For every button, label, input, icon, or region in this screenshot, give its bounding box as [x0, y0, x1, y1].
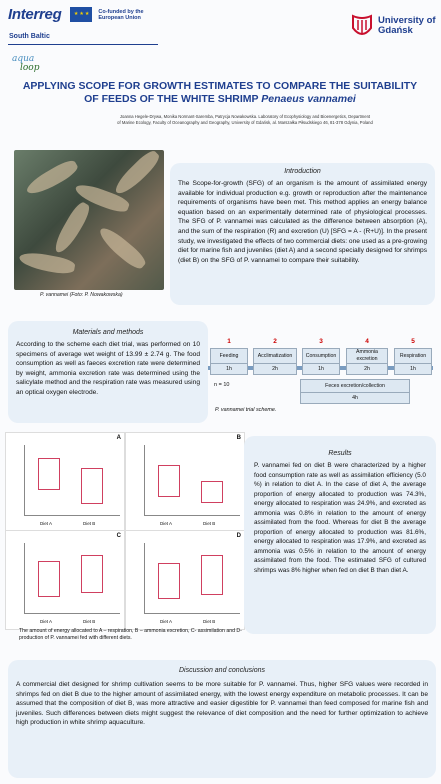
aqua-wordmark: aqua — [12, 54, 35, 64]
methods-card — [8, 321, 208, 423]
step-label: Acclimatization — [253, 348, 297, 364]
introduction-card — [170, 163, 435, 305]
panel-letter: A — [116, 435, 121, 441]
step-label: Ammonia excretion — [346, 348, 388, 364]
scheme-caption-text: P. vannamei trial scheme. — [215, 407, 277, 413]
discussion-heading: Discussion and conclusions — [179, 667, 265, 674]
step-label: Feeding — [210, 348, 248, 364]
sample-size: n = 10 — [214, 382, 230, 388]
step-hours: 1h — [302, 364, 340, 375]
x-label: Diet B — [83, 619, 96, 624]
step-number: 1 — [227, 338, 231, 345]
aqualoop-logo — [12, 55, 39, 73]
discussion-text: A commercial diet designed for shrimp cultivation seems to be more suitable for P. vannamei. Thus, higher SFG values were recorded in shrimps fed on diet B due to the higher amount of assimilated energy, with the lowest energy expenditure on metabolic processes. It can be assumed that the composition of diet B, was more attractive and easier digestible for P. vannamei than feed composed for marine fish and juveniles. Such differences between diets might suggest the relevance of diet composition and the need for further optimization to achieve high production in white shrimp aquaculture. — [16, 681, 428, 727]
interreg-logo — [8, 6, 178, 36]
scheme-caption — [215, 407, 276, 413]
author-affiliation: of Marine Ecology, Faculty of Oceanography and Geography, University of Gdańsk, al. Marszałka Piłsudskiego 46, 81-378 Gdynia, Poland — [117, 120, 373, 125]
introduction-heading: Introduction — [284, 168, 321, 175]
x-label: Diet A — [40, 619, 53, 624]
results-heading: Results — [328, 450, 352, 457]
x-label: Diet A — [160, 521, 173, 526]
boxplot-panel-c — [5, 530, 125, 630]
x-label: Diet B — [83, 521, 96, 526]
x-label: Diet B — [203, 619, 216, 624]
x-label: Diet B — [203, 521, 216, 526]
scheme-step — [253, 338, 297, 375]
boxplot-panel-a — [5, 432, 125, 532]
step-label: Respiration — [394, 348, 432, 364]
interreg-wordmark: Interreg — [8, 6, 62, 23]
cofunded-label: Co-funded by the European Union — [98, 8, 144, 21]
boxplot-panel-b — [125, 432, 245, 532]
loop-wordmark: loop — [20, 63, 40, 73]
author-names: Joanna Hegele-Drywa, Monika Normant-Saremba, Patrycja Nowakowska. Laboratory of Ecophysiology and Bioenergetics, Department — [119, 114, 371, 119]
header-divider — [8, 44, 158, 45]
scheme-step — [394, 338, 432, 375]
panel-letter: B — [236, 435, 241, 441]
eu-flag-icon — [70, 7, 92, 22]
boxplot-panel-d — [125, 530, 245, 630]
title-main: APPLYING SCOPE FOR GROWTH ESTIMATES TO COMPARE THE SUITABILITY OF FEEDS OF THE WHITE SHRIMP — [22, 80, 418, 105]
scheme-step — [210, 338, 248, 375]
trial-scheme — [208, 338, 433, 418]
shrimp-photo — [14, 150, 164, 290]
panel-letter: D — [236, 533, 241, 539]
discussion-card — [8, 660, 436, 778]
university-name: University of Gdańsk — [378, 15, 436, 36]
step-label: Consumption — [302, 348, 340, 364]
university-crest-icon — [350, 10, 374, 40]
x-label: Diet A — [40, 521, 53, 526]
panel-letter: C — [116, 533, 121, 539]
results-card — [244, 436, 436, 634]
feces-step — [300, 379, 410, 404]
poster-title — [20, 80, 420, 106]
step-hours: 2h — [253, 364, 297, 375]
step-number: 4 — [365, 338, 369, 345]
x-label: Diet A — [160, 619, 173, 624]
results-text: P. vannamei fed on diet B were characterized by a higher food consumption rate as well as assimilation efficiency (5.0 %) in relation to diet A. In the case of diet A, the average proportion of energy allocated to production was 74.3%, energy allocated to respiration was 24.9%, and excreted as ammonia was 0.8% in relation to the amount of energy assimilated from the food. Whereas for diet B the average proportion of energy allocated to production was 81.6%, energy allocated to respiration was 17.9%, and excreted as ammonia was 0.5% in relation to the amount of energy assimilated from the food. The estimated SFG of cultured shrimps was 8% higher when fed on diet B than diet A. — [254, 462, 426, 574]
step-number: 2 — [273, 338, 277, 345]
methods-text: According to the scheme each diet trial, was performed on 10 specimens of average wet weight of 13.99 ± 2.74 g. The food consumption as well as faeces excretion rate were determined by weight, ammonia excretion rate was determined using the salicylate method and the respiration rate was measured using an optical oxygen electrode. — [16, 341, 200, 396]
step-hours: 1h — [394, 364, 432, 375]
step-number: 3 — [319, 338, 323, 345]
scheme-step — [346, 338, 388, 375]
figure-caption: The amount of energy allocated to A – respiration, B – ammonia excretion, C- assimilation and D- production of P. vannamei fed with different diets. — [19, 628, 242, 641]
authors-block — [60, 114, 430, 126]
photo-caption: P. vannamei (Foto: P. Nowakowska) — [40, 292, 123, 298]
boxplot-figure — [5, 432, 243, 628]
step-number: 5 — [411, 338, 415, 345]
feces-hours: 4h — [300, 393, 410, 404]
feces-label: Feces excretion/collection — [300, 379, 410, 393]
step-hours: 1h — [210, 364, 248, 375]
scheme-step — [302, 338, 340, 375]
region-label: South Baltic — [9, 33, 50, 40]
methods-heading: Materials and methods — [72, 329, 144, 336]
title-species: Penaeus vannamei — [261, 93, 356, 105]
introduction-text: The Scope-for-growth (SFG) of an organism is the amount of assimilated energy available for individual production e.g. growth or reproduction after the maintenance requirements of organisms have been met. This method applies an energy balance equation based on an experimentally determined rate of physiological processes. The SFG of P. vannamei was calculated as the difference between absorption (A), and the sum of the respiration (R) and excretion (U) [SFG = A - (R+U)]. In the present study, we investigated the effects of two commercial diets: one used as a pre-growing diet for marine fish and juveniles (diet A) and a second specially designed for shrimps (diet B) on the SFG of P. vannamei to compare their suitability. — [178, 180, 427, 264]
step-hours: 2h — [346, 364, 388, 375]
university-logo — [350, 10, 436, 40]
